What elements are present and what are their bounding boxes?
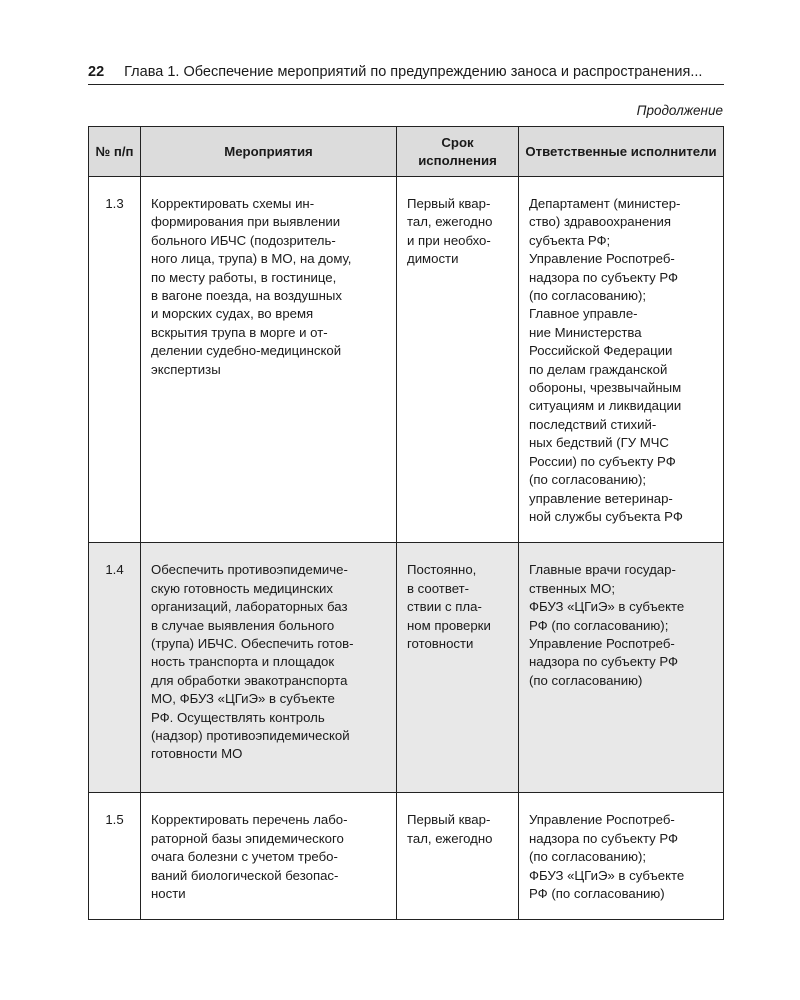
text-line: субъекта РФ; xyxy=(529,232,611,248)
text-line: России) по субъекту РФ xyxy=(529,453,676,469)
text-line: тал, ежегодно xyxy=(407,830,493,846)
measures-table xyxy=(88,126,724,920)
text-line: ности xyxy=(151,885,186,901)
page-number: 22 xyxy=(88,64,105,80)
text-line: Постоянно, xyxy=(407,562,477,578)
text-line: больного ИБЧС (подозритель- xyxy=(151,232,336,248)
text-line: последствий стихий- xyxy=(529,416,657,432)
text-line: ственных МО; xyxy=(529,580,616,596)
text-line: РФ (по согласованию) xyxy=(529,885,665,901)
text-line: делении судебно-медицинской xyxy=(151,343,342,359)
continued-label: Продолжение xyxy=(636,103,723,118)
text-line: экспертизы xyxy=(151,361,221,377)
text-line: Первый квар- xyxy=(407,812,491,828)
deadline-cell xyxy=(397,543,519,793)
measure-cell xyxy=(141,543,397,793)
responsible-cell xyxy=(519,543,724,793)
row-number: 1.5 xyxy=(89,793,141,920)
text-line: ной службы субъекта РФ xyxy=(529,508,683,524)
text-line: очага болезни с учетом требо- xyxy=(151,849,338,865)
text-line: Главное управле- xyxy=(529,306,638,322)
text-line: (трупа) ИБЧС. Обеспечить готов- xyxy=(151,635,354,651)
table-row xyxy=(89,543,724,793)
column-header-deadline: Срок исполнения xyxy=(397,127,519,177)
text-line: раторной базы эпидемического xyxy=(151,830,344,846)
column-header-measures: Мероприятия xyxy=(141,127,397,177)
text-line: ном проверки xyxy=(407,617,491,633)
text-line: (по согласованию); xyxy=(529,849,647,865)
text-line: организаций, лабораторных баз xyxy=(151,599,348,615)
chapter-title: Глава 1. Обеспечение мероприятий по предупреждению заноса и распространения... xyxy=(124,64,703,80)
text-line: ствии с пла- xyxy=(407,599,482,615)
column-header-number: № п/п xyxy=(89,127,141,177)
text-line: Корректировать схемы ин- xyxy=(151,196,315,211)
text-line: ФБУЗ «ЦГиЭ» в субъекте xyxy=(529,599,685,615)
text-line: Управление Роспотреб- xyxy=(529,251,675,267)
text-line: надзора по субъекту РФ xyxy=(529,654,679,670)
column-header-responsible: Ответственные исполнители xyxy=(519,127,724,177)
text-line: Управление Роспотреб- xyxy=(529,635,675,651)
measure-cell xyxy=(141,793,397,920)
text-line: ных бедствий (ГУ МЧС xyxy=(529,435,669,451)
text-line: РФ (по согласованию); xyxy=(529,617,669,633)
text-line: димости xyxy=(407,251,459,267)
text-line: ство) здравоохранения xyxy=(529,214,672,230)
text-line: готовности МО xyxy=(151,746,243,762)
text-line: Управление Роспотреб- xyxy=(529,812,675,828)
text-line: Департамент (министер- xyxy=(529,196,681,211)
text-line: Российской Федерации xyxy=(529,343,673,359)
text-line: ваний биологической безопас- xyxy=(151,867,339,883)
text-line: (по согласованию); xyxy=(529,472,647,488)
table-row xyxy=(89,793,724,920)
table-header-row xyxy=(89,127,724,177)
table-row xyxy=(89,177,724,543)
text-line: по месту работы, в гостинице, xyxy=(151,269,337,285)
row-number: 1.3 xyxy=(89,177,141,543)
text-line: ность транспорта и площадок xyxy=(151,654,335,670)
text-line: скую готовность медицинских xyxy=(151,580,333,596)
text-line: надзора по субъекту РФ xyxy=(529,269,679,285)
text-line: готовности xyxy=(407,635,474,651)
text-line: вскрытия трупа в морге и от- xyxy=(151,324,328,340)
text-line: надзора по субъекту РФ xyxy=(529,830,679,846)
text-line: МО, ФБУЗ «ЦГиЭ» в субъекте xyxy=(151,691,335,707)
text-line: ного лица, трупа) в МО, на дому, xyxy=(151,251,352,267)
text-line: тал, ежегодно xyxy=(407,214,493,230)
text-line: (надзор) противоэпидемической xyxy=(151,727,350,743)
text-line: управление ветеринар- xyxy=(529,490,673,506)
text-line: ние Министерства xyxy=(529,324,642,340)
text-line: по делам гражданской xyxy=(529,361,668,377)
responsible-cell xyxy=(519,177,724,543)
responsible-cell xyxy=(519,793,724,920)
measure-cell xyxy=(141,177,397,543)
text-line: Обеспечить противоэпидемиче- xyxy=(151,562,348,578)
text-line: и морских судах, во время xyxy=(151,306,314,322)
running-header xyxy=(88,62,724,85)
text-line: Главные врачи государ- xyxy=(529,562,676,578)
deadline-cell xyxy=(397,793,519,920)
text-line: для обработки эвакотранспорта xyxy=(151,672,348,688)
text-line: ФБУЗ «ЦГиЭ» в субъекте xyxy=(529,867,685,883)
text-line: (по согласованию); xyxy=(529,288,647,304)
text-line: Первый квар- xyxy=(407,196,491,211)
text-line: (по согласованию) xyxy=(529,672,643,688)
text-line: в вагоне поезда, на воздушных xyxy=(151,288,342,304)
text-line: Корректировать перечень лабо- xyxy=(151,812,348,828)
text-line: в соответ- xyxy=(407,580,470,596)
deadline-cell xyxy=(397,177,519,543)
text-line: ситуациям и ликвидации xyxy=(529,398,682,414)
text-line: в случае выявления больного xyxy=(151,617,335,633)
row-number: 1.4 xyxy=(89,543,141,793)
text-line: формирования при выявлении xyxy=(151,214,341,230)
text-line: РФ. Осуществлять контроль xyxy=(151,709,325,725)
text-line: и при необхо- xyxy=(407,232,491,248)
text-line: обороны, чрезвычайным xyxy=(529,380,682,396)
